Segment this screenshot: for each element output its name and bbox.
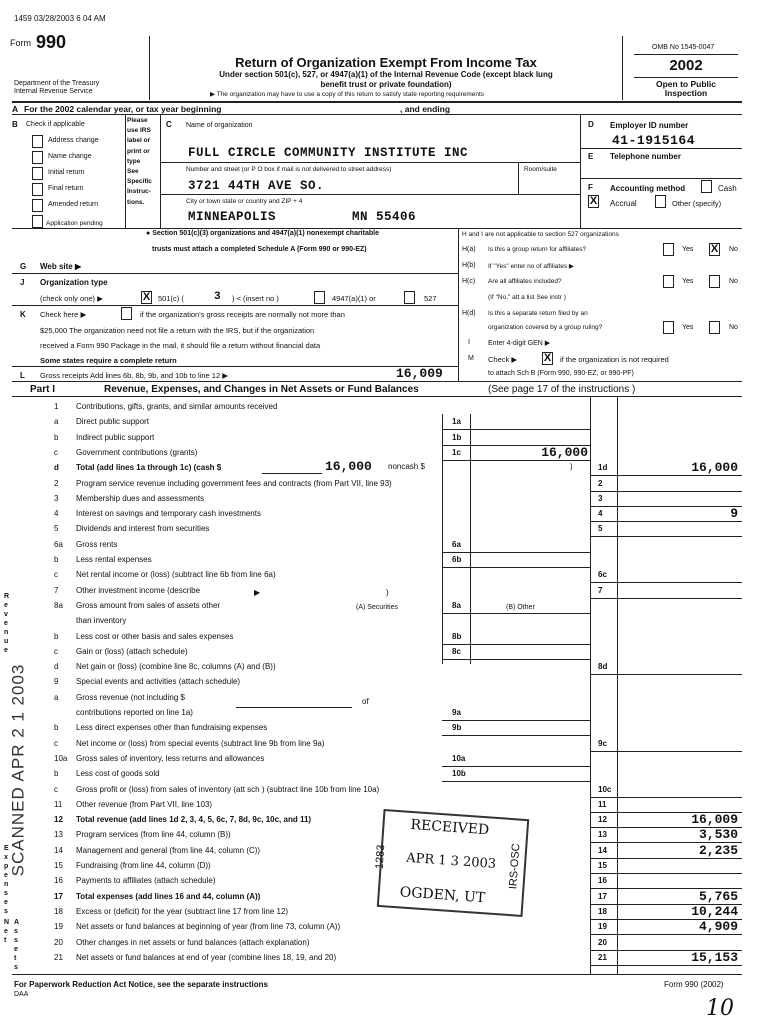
m-check: Check ▶ [488,355,518,364]
check-only-one: (check only one) ▶ [40,294,103,303]
line-number: b [54,555,59,564]
line-rule [590,491,742,492]
line-text: Gross rents [76,539,118,549]
i-text: Enter 4-digit GEN ▶ [488,340,551,347]
m-text: if the organization is not required [560,355,669,364]
line-rule [442,552,590,553]
i-label: I [468,339,470,346]
col-a-securities: (A) Securities [356,604,399,611]
line-c-label: C [166,120,172,129]
line-number: c [54,570,58,580]
ha-yes-checkbox[interactable] [663,243,674,256]
line-rule [442,781,590,782]
ha-text: Is this a group return for affiliates? [488,246,587,253]
line-7-arrow: ▶ [254,588,261,597]
stamp-code-left: 1283 [373,844,388,870]
part1-title: Revenue, Expenses, and Changes in Net Assets or Fund Balances [104,384,419,395]
line-number: 9 [54,677,59,687]
line-9a-of: of [362,697,369,706]
stamp-code-right: IRS-OSC [507,843,523,890]
accrual-label: Accrual [610,199,637,208]
m-checkbox[interactable]: X [543,352,552,364]
line-rule [442,429,590,430]
hb-text: If "Yes" enter no of affiliates ▶ [488,263,574,270]
line-amount: 16,009 [691,812,738,828]
side-label-net: N e t [4,919,10,944]
line-text: Payments to affiliates (attach schedule) [76,876,216,886]
line-text: Contributions, gifts, grants, and similar amounts received [76,402,278,411]
initial-return-checkbox[interactable] [32,167,43,180]
line-amount: 5,765 [698,888,738,904]
line-col-label: 7 [598,585,603,595]
line-text: Program service revenue including government fees and contracts (from Part VII, line 93) [76,478,392,488]
hd-yes-checkbox[interactable] [663,321,674,334]
line-col-label: 8b [452,631,462,641]
hd-text: Is this a separate return filed by an [488,310,588,317]
accrual-checkbox[interactable]: X [589,195,598,207]
line-rule [442,567,590,568]
hd-label: H(d) [462,310,476,317]
m-text-2: to attach Sch B (Form 990, 990-EZ, or 990-PF) [488,370,634,377]
ha-no-checkbox[interactable]: X [710,243,719,255]
line-number: d [54,463,59,473]
name-change-label: Name change [48,153,92,160]
line-col-label: 6c [598,570,607,580]
line-col-label: 8c [452,646,461,656]
line-text: Management and general (from line 44, column (C)) [76,845,261,855]
line-rule [590,934,742,935]
hc-text: Are all affiliates included? [488,278,562,285]
line-number: 12 [54,815,63,825]
line-number: 20 [54,937,63,947]
line-col-label: 19 [598,922,607,932]
line-text: Gross sales of inventory, less returns and allowances [76,753,265,763]
line-g-label: G [20,262,27,271]
line-col-label: 1a [452,417,461,427]
line-rule [590,598,742,599]
line-col-label: 1d [598,463,608,473]
line-text: Less cost or other basis and sales expenses [76,631,234,641]
line-col-label: 8a [452,600,461,610]
line-amount: 15,153 [691,949,738,965]
line-number: a [54,417,59,427]
state-zip: MN 55406 [352,210,417,224]
line-col-label: 11 [598,799,607,809]
line-col-label: 20 [598,937,607,947]
line-text: Direct public support [76,417,149,427]
line-number: b [54,723,59,733]
line-number: b [54,631,59,641]
line-col-label: 8d [598,662,608,672]
line-number: 7 [54,585,59,595]
line-amount: 3,530 [698,827,738,843]
line-l-label: L [20,371,25,380]
dept-line1: Department of the Treasury [14,80,100,87]
line-text: Net gain or (loss) (combine line 8c, columns (A) and (B)) [76,662,276,672]
line-text: Indirect public support [76,432,155,442]
tax-year: 2002 [669,57,703,74]
line-1d-noncash: noncash $ [388,462,425,471]
line-rule [590,536,742,537]
omb-number: OMB No 1545-0047 [652,44,715,51]
footer-paperwork: For Paperwork Reduction Act Notice, see the separate instructions [14,980,268,989]
part1-label: Part I [30,384,56,395]
line-text: Other changes in net assets or fund balances (attach explanation) [76,937,310,947]
527-checkbox[interactable] [404,291,415,304]
irs-label-box: Please use IRS label or print or type See Specific Instruc- tions. [127,117,152,206]
k-text-1: if the organization's gross receipts are normally not more than [140,310,345,319]
line-rule [590,674,742,675]
line-a-ending: , and ending [400,104,451,114]
initial-return-label: Initial return [48,169,85,176]
hc-note: (If "No," att a list See instr ) [488,294,566,301]
other-method-checkbox[interactable] [655,195,666,208]
line-rule [442,735,590,736]
line-text: Program services (from line 44, column (B)) [76,830,231,840]
hc-yes-checkbox[interactable] [663,275,674,288]
telephone-label: Telephone number [610,152,681,161]
cash-label: Cash [718,184,737,193]
line-text: Other revenue (from Part VII, line 103) [76,799,213,809]
527-label: 527 [424,294,437,303]
line-number: c [54,646,58,656]
schedule-a-note-1: ● Section 501(c)(3) organizations and 4947(a)(1) nonexempt charitable [146,230,379,237]
city-label: City or town state or country and ZIP + 4 [186,198,303,205]
address-change-label: Address change [48,137,99,144]
dept-line2: Internal Revenue Service [14,88,93,95]
line-amount: 16,000 [691,460,738,476]
line-number: 8a [54,600,63,610]
line-j-label: J [20,278,25,287]
room-label: Room/suite [524,166,557,173]
line-col-label: 18 [598,906,607,916]
501c-label: 501(c) ( [158,294,184,303]
org-name-label: Name of organization [186,122,253,129]
line-text: Gross profit or (loss) from sales of inventory (att sch ) (subtract line 10b from line 10a) [76,784,380,794]
line-text: Net assets or fund balances at end of year (combine lines 18, 19, and 20) [76,952,337,962]
line-col-label: 16 [598,876,607,886]
hc-no-label: No [729,278,738,285]
line-text: Interest on savings and temporary cash investments [76,509,261,519]
line-text: Total expenses (add lines 16 and 44, column (A)) [76,891,261,901]
employer-id: 41-1915164 [612,133,696,148]
k-check-here: Check here ▶ [40,310,87,319]
hc-label: H(c) [462,278,476,285]
line-rule [590,475,742,476]
line-text: contributions reported on line 1a) [76,708,193,717]
line-col-label: 10c [598,784,612,794]
application-pending-label: Application pending [46,220,103,227]
line-col-label: 21 [598,952,607,962]
line-text: than inventory [76,616,127,626]
col-b-other: (B) Other [506,604,535,611]
line-text: Less rental expenses [76,555,152,564]
line-rule [442,659,590,660]
line-rule [590,797,742,798]
k-text-2: $25,000 The organization need not file a return with the IRS, but if the organization [40,326,315,335]
hd-text-2: organization covered by a group ruling? [488,324,603,331]
check-if-applicable: Check if applicable [26,121,85,128]
line-a-label: A [12,104,19,114]
line-1d-cash: 16,000 [325,459,372,474]
scanned-stamp: SCANNED APR 2 1 2003 [8,663,28,877]
line-col-label: 10a [452,753,466,763]
line-col-label: 10b [452,769,466,779]
line-col-label: 9b [452,723,462,733]
schedule-a-note-2: trusts must attach a completed Schedule A (Form 990 or 990-EZ) [152,246,367,253]
line-col-label: 3 [598,493,603,503]
line-number: b [54,769,59,779]
line-col-label: 2 [598,478,603,488]
form-subtitle-2: benefit trust or private foundation) [320,80,452,89]
line-number: c [54,784,58,794]
line-col-label: 15 [598,861,607,870]
line-number: 13 [54,830,63,840]
line-number: 18 [54,906,63,916]
hc-no-checkbox[interactable] [709,275,720,288]
4947-checkbox[interactable] [314,291,325,304]
final-return-label: Final return [48,185,84,192]
line-number: b [54,432,59,442]
form-title: Return of Organization Exempt From Income Tax [235,55,537,70]
line-col-label: 6a [452,539,461,549]
line-number: 11 [54,799,63,809]
line-number: 21 [54,952,63,962]
side-label-expenses: E x p e n s e s [4,845,9,915]
line-number: 3 [54,493,59,503]
street-label: Number and street (or P O box if mail is not delivered to street address) [186,166,392,173]
line-number: 16 [54,876,63,886]
line-rule [442,720,590,721]
line-number: c [54,738,58,748]
line-text: Net assets or fund balances at beginning of year (from line 73, column (A)) [76,922,341,932]
line-rule [590,751,742,752]
application-pending-checkbox[interactable] [32,215,43,228]
form-number: 990 [36,32,67,52]
line-text: Special events and activities (attach schedule) [76,677,241,687]
line-number: 14 [54,845,63,855]
amended-return-label: Amended return [48,201,99,208]
line-text: Fundraising (from line 44, column (D)) [76,861,211,870]
open-to-public: Open to Public [656,79,716,89]
cash-checkbox[interactable] [701,180,712,193]
line-text: Gross revenue (not including $ [76,692,185,702]
501c-checkbox[interactable]: X [142,291,151,303]
name-change-checkbox[interactable] [32,151,43,164]
line-rule [590,858,742,859]
final-return-checkbox[interactable] [32,183,43,196]
stamp-date: APR 1 3 2003 [405,850,497,872]
line-mid-amount: 16,000 [541,444,588,460]
line-text: Less cost of goods sold [76,769,160,779]
line-e-label: E [588,152,594,161]
line-col-label: 12 [598,815,607,825]
line-col-label: 1c [452,447,461,457]
side-label-assets: A s s e t s [14,919,19,971]
line-1d-paren: ) [570,462,573,471]
form-subtitle-1: Under section 501(c), 527, or 4947(a)(1) of the Internal Revenue Code (except black lung [219,70,553,79]
street-address: 3721 44TH AVE SO. [188,179,325,193]
line-number: c [54,447,58,457]
line-number: 15 [54,861,63,870]
line-rule [442,766,590,767]
accounting-method-label: Accounting method [610,184,686,193]
stamp-city: OGDEN, UT [399,884,486,907]
part1-note: (See page 17 of the instructions ) [488,384,636,395]
insert-no: ) < (insert no ) [232,294,279,303]
hd-yes-label: Yes [682,324,694,331]
line-number: 6a [54,539,63,549]
received-stamp [373,809,529,917]
stamp-received: RECEIVED [409,816,490,839]
k-checkbox[interactable] [121,307,132,320]
scan-header: 1459 03/28/2003 6 04 AM [14,14,106,23]
address-change-checkbox[interactable] [32,135,43,148]
line-number: 10a [54,753,68,763]
line-amount: 2,235 [698,842,738,858]
line-number: 1 [54,402,59,411]
gross-receipts-value: 16,009 [396,366,443,381]
501c-number: 3 [214,291,221,303]
line-rule [590,582,742,583]
line-text: Government contributions (grants) [76,447,198,457]
ha-label: H(a) [462,246,476,253]
line-col-label: 14 [598,845,607,855]
line-col-label: 9a [452,708,461,717]
footer-form: Form 990 (2002) [664,980,724,989]
line-number: 4 [54,509,59,519]
form-label: Form [10,38,31,48]
hd-no-label: No [729,324,738,331]
line-number: 19 [54,922,63,932]
m-label: M [468,355,474,362]
line-amount: 9 [730,506,738,522]
side-label-revenue: R e v e n u e [4,593,10,654]
form-subtitle-3: ▶ The organization may have to use a copy of this return to satisfy state reporting requirements [210,91,485,98]
line-text: Total revenue (add lines 1d 2, 3, 4, 5, 6c, 7, 8d, 9c, 10c, and 11) [76,815,312,825]
line-col-label: 5 [598,524,603,534]
line-col-label: 6b [452,555,462,564]
line-k-label: K [20,310,26,319]
inspection: Inspection [664,88,708,98]
city: MINNEAPOLIS [188,210,277,224]
line-text: Less direct expenses other than fundraising expenses [76,723,268,733]
ha-yes-label: Yes [682,246,694,253]
line-a-text: For the 2002 calendar year, or tax year beginning [24,104,222,114]
line-rule [442,460,590,461]
line-text: Net rental income or (loss) (subtract line 6b from line 6a) [76,570,276,580]
hd-no-checkbox[interactable] [709,321,720,334]
line-rule [442,644,590,645]
line-rule [590,521,742,522]
web-site-label: Web site ▶ [40,262,82,271]
k-text-3: received a Form 990 Package in the mail, it should file a return without financial data [40,341,321,350]
hc-yes-label: Yes [682,278,694,285]
gross-receipts-text: Gross receipts Add lines 6b, 8b, 9b, and 10b to line 12 ▶ [40,371,228,380]
line-amount: 4,909 [698,919,738,935]
line-text: Membership dues and assessments [76,493,205,503]
line-col-label: 13 [598,830,607,840]
org-name: FULL CIRCLE COMMUNITY INSTITUTE INC [188,146,469,160]
line-number: 17 [54,891,63,901]
4947-label: 4947(a)(1) or [332,294,376,303]
line-number: 2 [54,478,59,488]
line-rule [590,965,742,966]
line-col-label: 1b [452,432,462,442]
line-number: a [54,692,59,702]
line-text: Gain or (loss) (attach schedule) [76,646,188,656]
line-text: Excess or (deficit) for the year (subtract line 17 from line 12) [76,906,289,916]
line-number: 5 [54,524,59,534]
line-text: Gross amount from sales of assets other [76,600,221,610]
line-rule [590,873,742,874]
hb-label: H(b) [462,262,476,269]
line-d-label: D [588,120,594,129]
amended-return-checkbox[interactable] [32,199,43,212]
line-number: d [54,662,59,672]
handwritten-page-number: 10 [706,996,734,1021]
line-col-label: 17 [598,891,607,901]
org-type-label: Organization type [40,278,108,287]
line-col-label: 9c [598,738,607,748]
ha-no-label: No [729,246,738,253]
line-b-label: B [12,120,18,129]
h-i-header: H and I are not applicable to section 527 organizations [462,231,619,238]
footer-daa: DAA [14,991,29,998]
line-col-label: 4 [598,509,603,519]
line-text: Dividends and interest from securities [76,524,210,534]
line-f-label: F [588,183,593,192]
line-text: Net income or (loss) from special events (subtract line 9b from line 9a) [76,738,325,748]
other-method-label: Other (specify) [672,199,722,208]
line-text: Other investment income (describe [76,585,201,595]
employer-id-label: Employer ID number [610,121,689,130]
line-text: Total (add lines 1a through 1c) (cash $ [76,463,222,473]
line-amount: 10,244 [691,903,738,919]
k-text-4: Some states require a complete return [40,356,177,365]
line-rule [442,613,590,614]
line-7-paren: ) [386,588,389,597]
